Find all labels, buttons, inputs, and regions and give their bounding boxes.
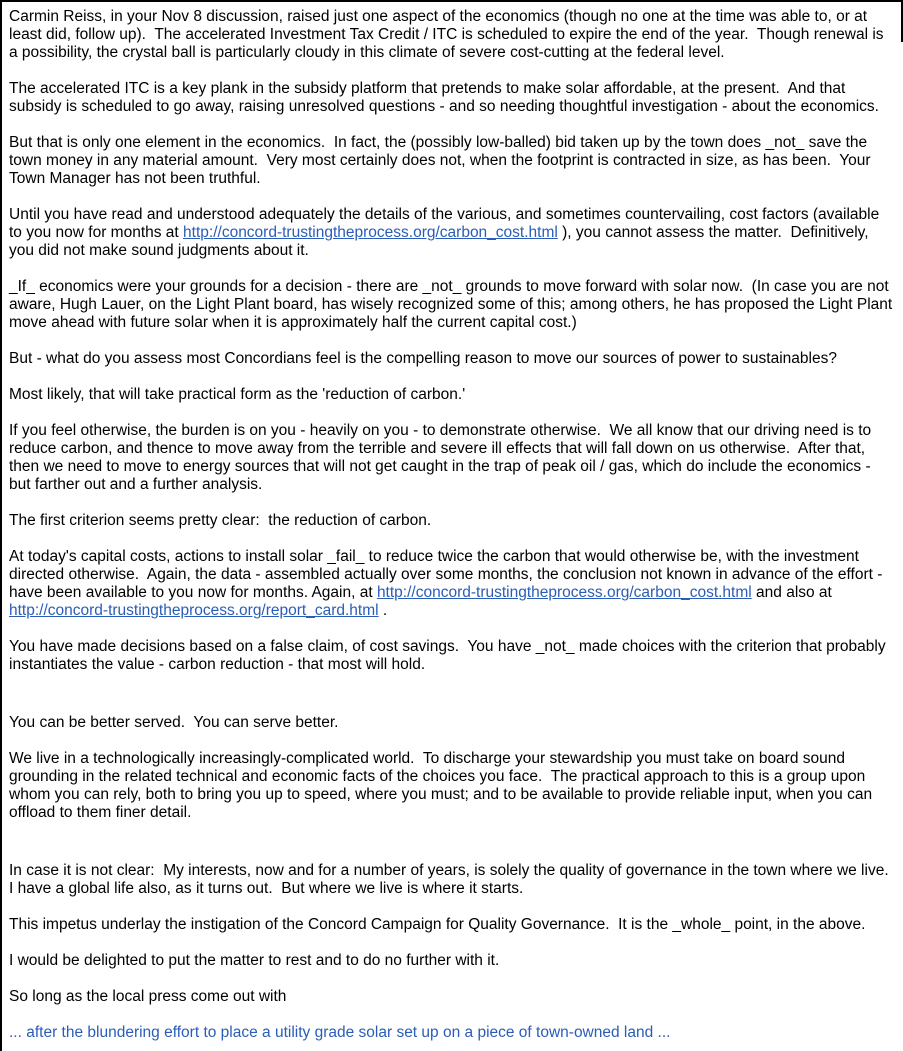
link-carbon-cost[interactable]: http://concord-trustingtheprocess.org/carbon_cost.html <box>376 584 752 601</box>
paragraph-text: At today's capital costs, actions to install solar _fail_ to reduce twice the carbon that would otherwise be, with the investment directed otherwise. Again, the data - assembled actually over some months, the conclusion not known in advance of the effort - have been available to you now for months. Again, at <box>9 548 887 601</box>
paragraph-04 <box>9 206 894 260</box>
paragraph-12: You can be better served. You can serve better. <box>9 714 339 731</box>
paragraph-03: But that is only one element in the economics. In fact, the (possibly low-balled) bid taken up by the town does _not_ save the town money in any material amount. Very most certainly does not, when the footprint is contracted in size, as has been. Your Town Manager has not been truthful. <box>9 134 875 187</box>
paragraph-16: I would be delighted to put the matter to rest and to do no further with it. <box>9 952 500 969</box>
paragraph-05: _If_ economics were your grounds for a decision - there are _not_ grounds to move forward with solar now. (In case you are not aware, Hugh Lauer, on the Light Plant board, has wisely recognized some of this; among others, he has proposed the Light Plant move ahead with future solar when it is approximately half the current capital cost.) <box>9 278 897 331</box>
link-carbon-cost[interactable]: http://concord-trustingtheprocess.org/carbon_cost.html <box>183 224 558 241</box>
paragraph-17: So long as the local press come out with <box>9 988 287 1005</box>
paragraph-10 <box>9 548 894 620</box>
paragraph-01: Carmin Reiss, in your Nov 8 discussion, raised just one aspect of the economics (though no one at the time was able to, or at least did, follow up). The accelerated Investment Tax Credit / ITC is scheduled to expire the end of the year. Though renewal is a possibility, the crystal ball is particularly cloudy in this climate of severe cost-cutting at the federal level. <box>9 8 888 61</box>
paragraph-11: You have made decisions based on a false claim, of cost savings. You have _not_ made choices with the criterion that probably instantiates the value - carbon reduction - that most will hold. <box>9 638 890 673</box>
paragraph-07: Most likely, that will take practical form as the 'reduction of carbon.' <box>9 386 466 403</box>
paragraph-text: and also at <box>751 584 837 601</box>
paragraph-14: In case it is not clear: My interests, now and for a number of years, is solely the quality of governance in the town where we live. I have a global life also, as it turns out. But where we live is where it starts. <box>9 862 898 897</box>
closing-quote-line: ... after the blundering effort to place a utility grade solar set up on a piece of town-owned land ... <box>9 1024 671 1041</box>
paragraph-06: But - what do you assess most Concordians feel is the compelling reason to move our sources of power to sustainables? <box>9 350 837 367</box>
paragraph-08: If you feel otherwise, the burden is on you - heavily on you - to demonstrate otherwise. We all know that our driving need is to reduce carbon, and thence to move away from the terrible and severe ill effects that will fall down on us otherwise. After that, then we need to move to energy sources that will not get caught in the trap of peak oil / gas, which do include the economics - but farther out and a further analysis. <box>9 422 876 493</box>
paragraph-text: . <box>378 602 388 619</box>
paragraph-09: The first criterion seems pretty clear: the reduction of carbon. <box>9 512 432 529</box>
link-report-card[interactable]: http://concord-trustingtheprocess.org/report_card.html <box>9 602 379 619</box>
paragraph-02: The accelerated ITC is a key plank in the subsidy platform that pretends to make solar affordable, at the present. And that subsidy is scheduled to go away, raising unresolved questions - and so needing thoughtful investigation - about the economics. <box>9 80 879 115</box>
paragraph-13: We live in a technologically increasingly-complicated world. To discharge your stewardship you must take on board sound grounding in the related technical and economic facts of the choices you face. The practical approach to this is a group upon whom you can rely, both to bring you up to speed, where you must; and to be available to provide reliable input, when you can offload to them finer detail. <box>9 750 877 821</box>
paragraph-text: Until you have read and understood adequately the details of the various, and sometimes countervailing, cost factors (available to you now for months at <box>9 206 884 241</box>
paragraph-15: This impetus underlay the instigation of the Concord Campaign for Quality Governance. It is the _whole_ point, in the above. <box>9 916 866 933</box>
paragraph-text: ), you cannot assess the matter. Definitively, you did not make sound judgments about it. <box>9 224 873 259</box>
